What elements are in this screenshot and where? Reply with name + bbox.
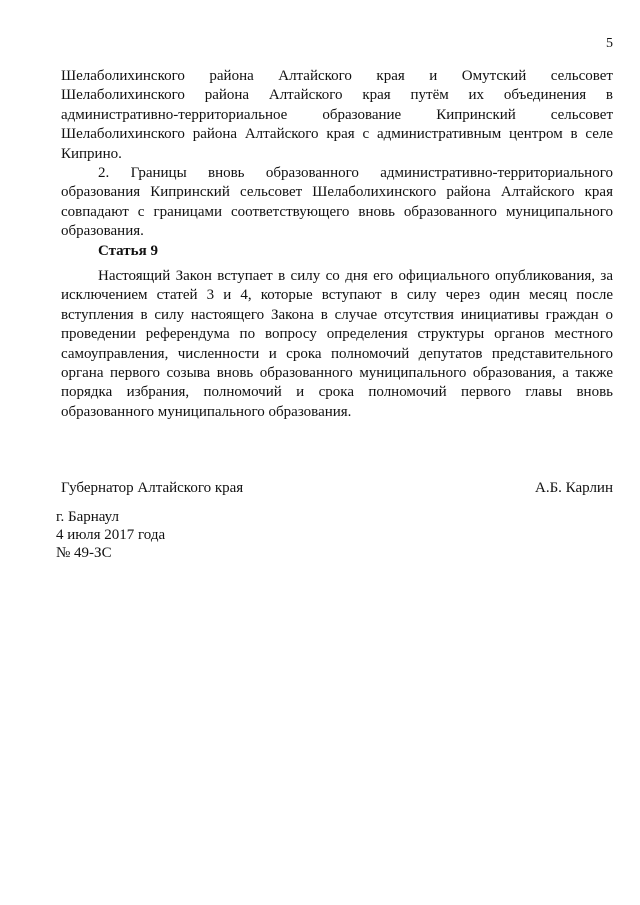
adoption-date: 4 июля 2017 года bbox=[56, 527, 166, 543]
article-9-paragraph: Настоящий Закон вступает в силу со дня его официального опубликования, за исключением статей 3 и 4, которые вступают в силу через один месяц после вступления в силу настоящего Закона в случае отсутствия инициативы граждан о проведении референдума по вопросу определения структуры органов местного самоуправления, численности и срока полномочий депутатов представительного органа первого созыва вновь образованного муниципального образования, а также порядка избрания, полномочий и срока полномочий первого главы вновь образованного муниципального образования. bbox=[61, 268, 613, 420]
signatory-name: А.Б. Карлин bbox=[534, 480, 613, 496]
continuation-paragraph: Шелаболихинского района Алтайского края и Омутский сельсовет Шелаболихинского района Алтайского края путём их объединения в административно-территориальное образование Кипринский сельсовет Шелаболихинского района Алтайского края с административным центром в селе Киприно. bbox=[61, 68, 613, 162]
law-text-top bbox=[61, 67, 613, 242]
law-number: № 49-ЗС bbox=[56, 545, 112, 561]
article-9-body bbox=[61, 267, 613, 422]
place-date-block bbox=[56, 508, 165, 562]
item-2-paragraph: 2. Границы вновь образованного административно-территориального образования Кипринский сельсовет Шелаболихинского района Алтайского края совпадают с границами соответствующего вновь образованного муниципального образования. bbox=[61, 165, 613, 240]
article-9-heading: Статья 9 bbox=[98, 243, 158, 259]
signature-block bbox=[61, 480, 613, 500]
page-number: 5 bbox=[606, 36, 613, 51]
city: г. Барнаул bbox=[56, 509, 119, 525]
signatory-title: Губернатор Алтайского края bbox=[61, 480, 244, 496]
